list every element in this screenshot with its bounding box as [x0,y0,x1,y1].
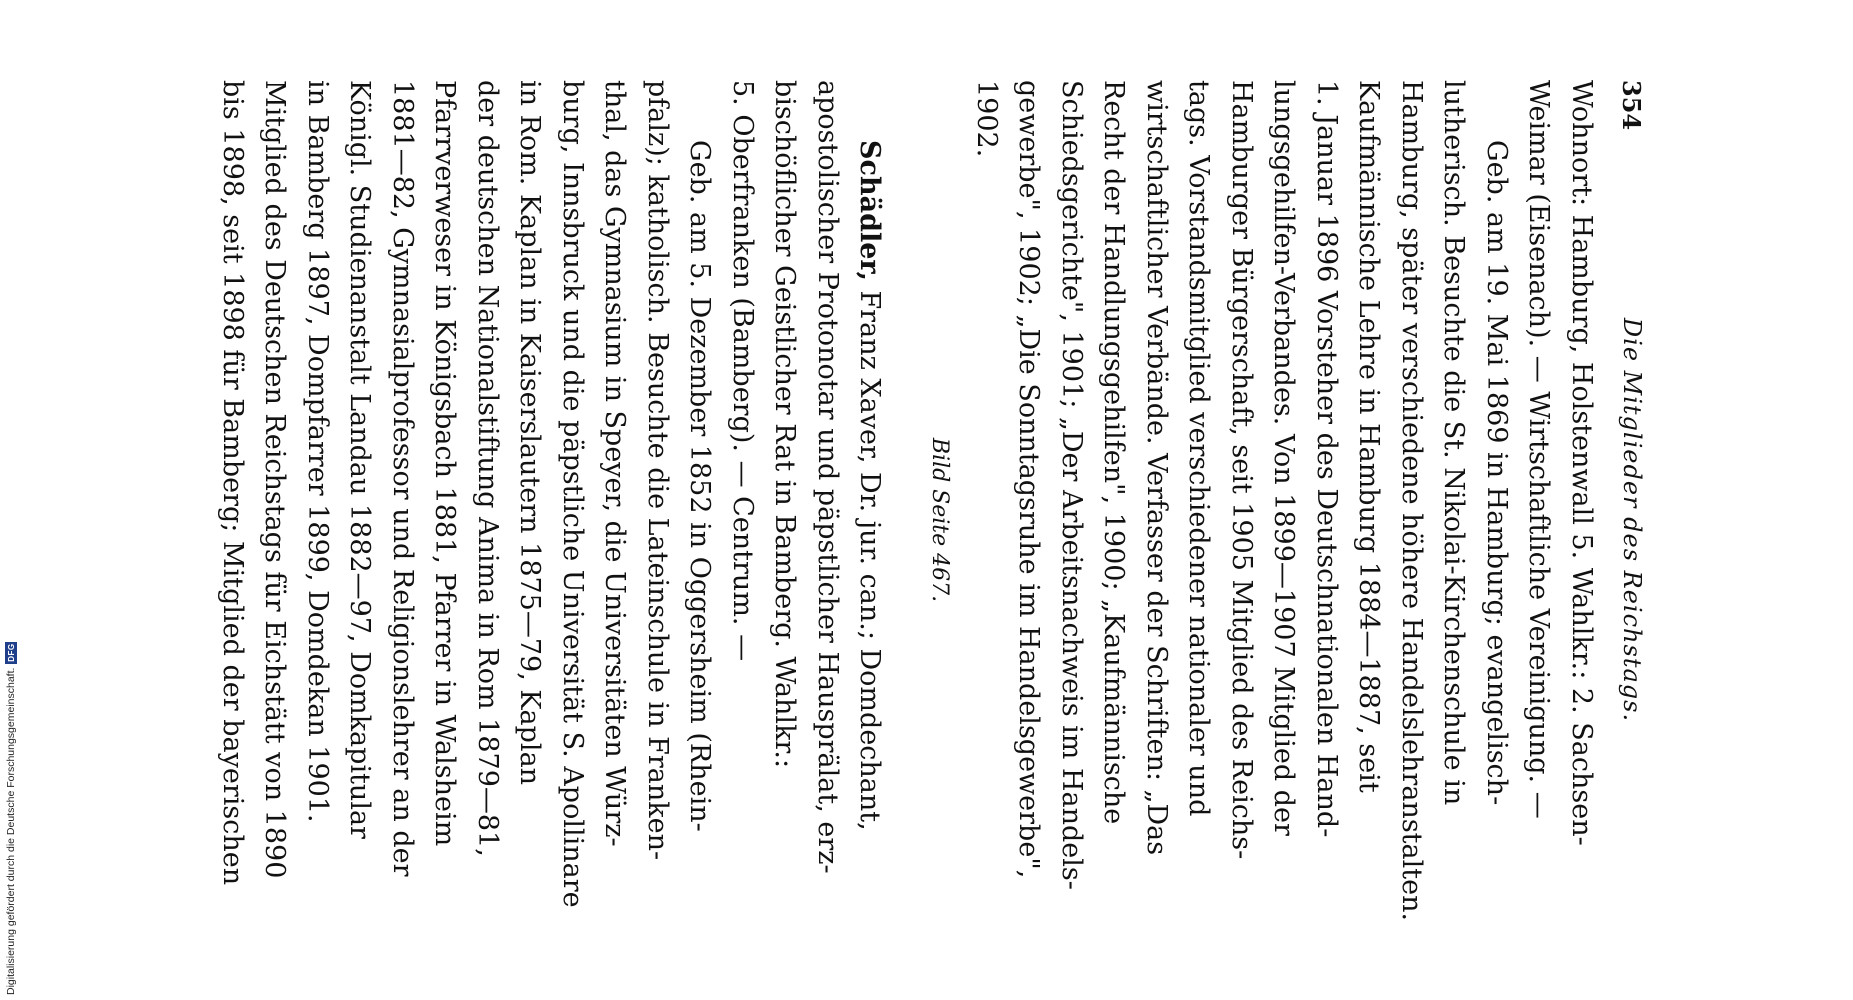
member-title: Franz Xaver, Dr. jur. can.; Domdechant, [854,290,886,831]
text-line: 1. Januar 1896 Vorsteher des Deutschnationalen Hand- [1311,80,1342,838]
text-line: gewerbe", 1902; „Die Sonntagsruhe im Handelsgewerbe", [1013,80,1045,879]
member-name: Schädler, [854,140,886,291]
text-line: Pfarrverweser in Königsbach 1881, Pfarrer in Walsheim [429,80,461,847]
running-head-title: Die Mitglieder des Reichstags. [1618,317,1646,723]
text-line: Mitglied des Deutschen Reichstags für Eichstätt von 1890 [259,80,291,879]
text-line: thal, das Gymnasium in Speyer, die Universitäten Würz- [599,80,631,847]
page-number: 354 [1617,80,1646,131]
text-line: bis 1898, seit 1898 für Bamberg; Mitglied der bayerischen [217,80,248,886]
text-line: burg, Innsbruck und die päpstliche Universität S. Apollinare [557,80,588,908]
text-line: Kaufmännische Lehre in Hamburg 1884—1887, seit [1353,80,1385,793]
text-line: pfalz); katholisch. Besuchte die Lateinschule in Franken- [642,80,673,861]
text-line: der deutschen Nationalstiftung Anima in Rom 1879—81, [472,80,503,857]
text-line: in Rom. Kaplan in Kaiserslautern 1875—79, Kaplan [514,80,546,786]
text-line: lutherisch. Besuchte die St. Nikolai-Kirchenschule in [1438,80,1470,806]
text-line: 1881—82, Gymnasialprofessor und Religionslehrer an der [387,80,418,877]
dfg-logo-icon: DFG [6,643,16,662]
text-line: Hamburg, später verschiedene höhere Handelslehranstalten. [1396,80,1427,922]
digitization-credit [0,0,22,1000]
text-line: Wohnort: Hamburg, Holstenwall 5. Wahlkr.: 2. Sachsen- [1566,80,1597,846]
text-line [849,80,891,960]
text-line: Geb. am 19. Mai 1869 in Hamburg; evangelisch- [1481,140,1512,806]
see-reference: Bild Seite 467. [927,437,953,603]
text-line: Weimar (Eisenach). — Wirtschaftliche Vereinigung. — [1523,80,1555,819]
credit-text: Digitalisierung gefördert durch die Deutsche Forschungsgemeinschaft. [5,667,17,995]
text-line: tags. Vorstandsmitglied verschiedener nationaler und [1183,80,1215,817]
text-line: in Bamberg 1897, Dompfarrer 1899, Domdekan 1901. [302,80,333,823]
text-line: Schiedsgerichte", 1901; „Der Arbeitsnachweis im Handels- [1056,80,1087,890]
book-page [210,80,1650,960]
text-line: apostolischer Protonotar und päpstlicher Hausprälat, erz- [812,80,843,874]
text-line: Hamburger Bürgerschaft, seit 1905 Mitglied des Reichs- [1226,80,1257,860]
text-line: 5. Oberfranken (Bamberg). — Centrum. — [727,80,758,662]
text-line: Recht der Handlungsgehilfen", 1900; „Kaufmännische [1098,80,1130,825]
text-line: Königl. Studienanstalt Landau 1882—97, Domkapitular [344,80,376,839]
text-line: lungsgehilfen-Verbandes. Von 1899—1907 Mitglied der [1268,80,1300,836]
running-head [1610,80,1650,960]
text-line: wirtschaftlicher Verbände. Verfasser der Schriften: „Das [1141,80,1172,856]
text-line: 1902. [971,80,1002,158]
text-line: Geb. am 5. Dezember 1852 in Oggersheim (Rhein- [684,140,716,832]
text-line: bischöflicher Geistlicher Rat in Bamberg. Wahlkr.: [769,80,801,769]
